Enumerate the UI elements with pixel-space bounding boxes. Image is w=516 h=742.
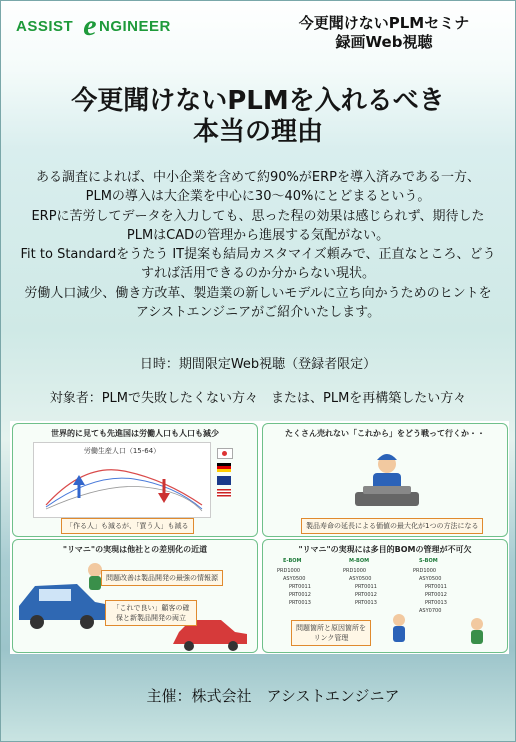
- slide-collage: [10, 421, 509, 654]
- page-title: [0, 86, 516, 148]
- panel-title: たくさん売れない「これから」をどう戦って行くか・・: [285, 429, 485, 438]
- panel-caption: 問題箇所と原因箇所をリンク管理: [291, 620, 371, 646]
- panel-title: "リマニ"の実現には多目的BOMの管理が不可欠: [298, 545, 472, 554]
- panel-caption: 問題改善は製品開発の最強の情報源: [101, 570, 223, 586]
- description-line: すれば活用できるのか分からない現状。: [140, 266, 375, 282]
- chart-title: 労働生産人口（15-64）: [83, 447, 161, 455]
- description-line: アシストエンジニアがご紹介いたします。: [135, 305, 381, 321]
- sbom-label: S-BOM: [419, 558, 438, 564]
- logo-text-left: ASSIST: [16, 17, 74, 35]
- bom-node: PRT0013: [355, 600, 377, 606]
- bom-node: ASY0700: [419, 608, 442, 614]
- bom-node: PRD1000: [413, 568, 437, 574]
- assist-engineer-logo: [16, 9, 171, 42]
- ebom-label: E-BOM: [283, 558, 302, 564]
- description: [14, 168, 502, 322]
- logo-text-right: NGINEER: [99, 17, 171, 35]
- bom-node: PRT0012: [355, 592, 377, 598]
- description-line: PLMはCADの管理から進展する気配がない。: [126, 227, 390, 243]
- bom-node: PRT0012: [289, 592, 311, 598]
- seminar-line-1: 今更聞けないPLMセミナ: [298, 14, 470, 32]
- panel-title: "リマニ"の実現は他社との差別化の近道: [62, 545, 208, 554]
- panel-caption: 「作る人」も減るが、「買う人」も減る: [61, 518, 194, 534]
- title-line-1: 今更聞けないPLMを入れるべき: [71, 86, 445, 116]
- bom-node: PRD1000: [277, 568, 301, 574]
- description-line: ERPに苦労してデータを入力しても、思った程の効果は感じられず、期待した: [31, 208, 485, 224]
- panel-multi-purpose-bom: [262, 539, 508, 653]
- panel-caption: 製品寿命の延長による価値の最大化が1つの方法になる: [301, 518, 483, 534]
- bom-node: PRT0012: [425, 592, 447, 598]
- logo-e-mark: e: [83, 9, 98, 42]
- panel-how-to-compete: [262, 423, 508, 537]
- bom-node: PRT0013: [425, 600, 447, 606]
- description-line: 労働人口減少、働き方改革、製造業の新しいモデルに立ち向かうためのヒントを: [24, 285, 492, 301]
- panel-remanufacturing-differentiation: [12, 539, 258, 653]
- description-line: Fit to Standardをうたう IT提案も結局カスタマイズ頼みで、正直なところ、どう: [20, 247, 496, 263]
- bom-node: PRT0011: [425, 584, 447, 590]
- bom-node: ASY0500: [419, 576, 442, 582]
- target-audience: 対象者：PLMで失敗したくない方々 または、PLMを再構築したい方々: [49, 391, 467, 406]
- country-flags-icon: [217, 448, 247, 510]
- bom-node: PRD1000: [343, 568, 367, 574]
- panel-title: 世界的に見ても先進国は労働人口も人口も減少: [51, 429, 219, 438]
- seminar-line-2: 録画Web視聴: [335, 33, 433, 51]
- date-info: 日時：期間限定Web視聴（登録者限定）: [139, 357, 377, 372]
- bom-node: PRT0013: [289, 600, 311, 606]
- mbom-label: M-BOM: [349, 558, 370, 564]
- bom-node: PRT0011: [355, 584, 377, 590]
- population-chart: [33, 442, 211, 518]
- population-curves-icon: [34, 443, 210, 517]
- description-line: ある調査によれば、中小企業を含めて約90%がERPを導入済みである一方、: [36, 170, 480, 185]
- car-illustration-icon: [13, 540, 257, 652]
- bom-node: ASY0500: [283, 576, 306, 582]
- title-line-2: 本当の理由: [192, 117, 323, 147]
- bom-node: PRT0011: [289, 584, 311, 590]
- bom-node: ASY0500: [349, 576, 372, 582]
- description-line: PLMの導入は大企業を中心に30〜40%にとどまるという。: [85, 189, 431, 205]
- seminar-label: [274, 14, 494, 52]
- panel-labor-population: [12, 423, 258, 537]
- organizer: 主催：株式会社 アシストエンジニア: [146, 687, 400, 705]
- panel-caption: 「これで良い」顧客の確保と新製品開発の両立: [105, 600, 197, 626]
